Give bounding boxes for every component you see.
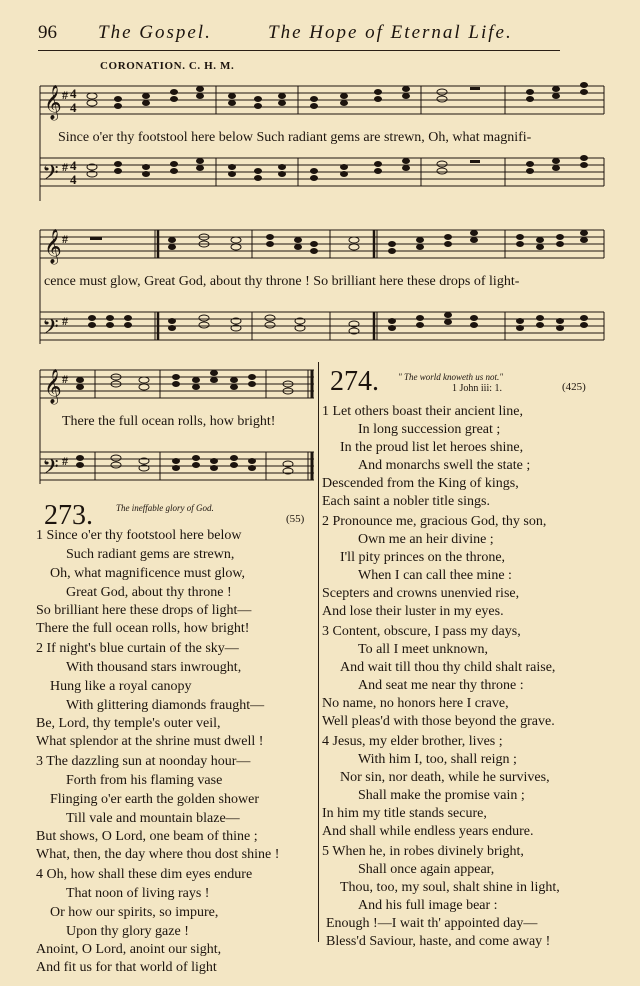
verse-line: With glittering diamonds fraught— [66, 698, 265, 713]
hymn-number: 273. [44, 500, 93, 531]
verse-line: And lose their luster in my eyes. [322, 604, 504, 619]
verse-line: Thou, too, my soul, shalt shine in light, [340, 880, 560, 895]
verse-line: 3 Content, obscure, I pass my days, [322, 624, 521, 639]
svg-text:𝄞: 𝄞 [44, 230, 62, 263]
verse-line: Anoint, O Lord, anoint our sight, [36, 942, 222, 957]
verse-line: Upon thy glory gaze ! [66, 924, 189, 939]
verse-line: 5 When he, in robes divinely bright, [322, 844, 524, 859]
verse-line: And seat me near thy throne : [358, 678, 524, 693]
verse-line: Own me an heir divine ; [358, 532, 494, 547]
verse-line: But shows, O Lord, one beam of thine ; [36, 829, 258, 844]
scripture-reference: 1 John iii: 1. [452, 383, 503, 394]
verse-line: 3 The dazzling sun at noonday hour— [36, 754, 251, 769]
verse-line: In long succession great ; [358, 422, 501, 437]
verse-line: I'll pity princes on the throne, [340, 550, 506, 565]
verse-line: Such radiant gems are strewn, [66, 547, 235, 562]
verse-line: Well pleas'd with those beyond the grave. [322, 714, 555, 729]
svg-text:#: # [62, 454, 68, 468]
running-header [38, 22, 558, 46]
svg-text:#: # [62, 88, 68, 102]
hymn-meter: (55) [286, 513, 305, 525]
verse-line: When I can call thee mine : [358, 568, 512, 583]
verse-line: 4 Oh, how shall these dim eyes endure [36, 867, 253, 882]
hymn-number: 274. [330, 366, 379, 397]
verse-line: 2 Pronounce me, gracious God, thy son, [322, 514, 547, 529]
music-system-3 [0, 362, 320, 492]
verse-line: What, then, the day where thou dost shine ! [36, 847, 280, 862]
svg-text:#: # [62, 372, 68, 386]
tune-name: CORONATION. C. H. M. [100, 60, 235, 72]
verse-line: Oh, what magnificence must glow, [50, 566, 246, 581]
verse-line: So brilliant here these drops of light— [36, 603, 252, 618]
verse-line: Great God, about thy throne ! [66, 585, 232, 600]
svg-text:𝄞: 𝄞 [44, 86, 62, 119]
lyric-line-2: cence must glow, Great God, about thy throne ! So brilliant here these drops of light- [44, 274, 520, 289]
verse-line: Forth from his flaming vase [66, 773, 223, 788]
verse-line: 4 Jesus, my elder brother, lives ; [322, 734, 503, 749]
verse-line: Descended from the King of kings, [322, 476, 519, 491]
running-title-right: The Hope of Eternal Life. [268, 22, 513, 43]
svg-text:4: 4 [70, 158, 77, 173]
hymn-meter: (425) [562, 381, 586, 393]
verse-line: Each saint a nobler title sings. [322, 494, 490, 509]
verse-line: Nor sin, nor death, while he survives, [340, 770, 550, 785]
svg-text:𝄢: 𝄢 [42, 315, 59, 344]
verse-line: 2 If night's blue curtain of the sky— [36, 641, 239, 656]
verse-line: In him my title stands secure, [322, 806, 487, 821]
verse-line: Or how our spirits, so impure, [50, 905, 219, 920]
svg-text:#: # [62, 314, 68, 328]
svg-text:4: 4 [70, 86, 77, 101]
verse-line: And his full image bear : [358, 898, 498, 913]
svg-text:𝄢: 𝄢 [42, 161, 59, 190]
verse-line: Bless'd Saviour, haste, and come away ! [326, 934, 551, 949]
svg-text:4: 4 [70, 172, 77, 187]
verse-line: With him I, too, shall reign ; [358, 752, 517, 767]
music-system-1 [0, 76, 620, 206]
verse-line: In the proud list let heroes shine, [340, 440, 524, 455]
verse-line: And monarchs swell the state ; [358, 458, 531, 473]
svg-text:#: # [62, 160, 68, 174]
verse-line: To all I meet unknown, [358, 642, 489, 657]
svg-text:𝄢: 𝄢 [42, 455, 59, 484]
header-rule [38, 50, 560, 51]
verse-line: What splendor at the shrine must dwell ! [36, 734, 264, 749]
verse-line: Be, Lord, thy temple's outer veil, [36, 716, 221, 731]
verse-line: Flinging o'er earth the golden shower [50, 792, 259, 807]
svg-text:#: # [62, 232, 68, 246]
verse-line: Enough !—I wait th' appointed day— [326, 916, 538, 931]
verse-line: And wait till thou thy child shalt raise, [340, 660, 556, 675]
column-divider [318, 362, 319, 942]
verse-line: Shall once again appear, [358, 862, 495, 877]
verse-line: Scepters and crowns unenvied rise, [322, 586, 520, 601]
verse-line: And fit us for that world of light [36, 960, 217, 975]
page-number: 96 [38, 22, 57, 43]
verse-line: Till vale and mountain blaze— [66, 811, 240, 826]
hymn-subtitle: The ineffable glory of God. [116, 503, 214, 513]
verse-line: 1 Since o'er thy footstool here below [36, 528, 242, 543]
svg-text:𝄞: 𝄞 [44, 370, 62, 403]
verse-line: Hung like a royal canopy [50, 679, 192, 694]
verse-line: 1 Let others boast their ancient line, [322, 404, 523, 419]
svg-text:4: 4 [70, 100, 77, 115]
verse-line: Shall make the promise vain ; [358, 788, 525, 803]
verse-line: No name, no honors here I crave, [322, 696, 509, 711]
lyric-line-3: There the full ocean rolls, how bright! [62, 414, 276, 429]
running-title-left: The Gospel. [98, 22, 212, 43]
verse-line: With thousand stars inwrought, [66, 660, 242, 675]
verse-line: And shall while endless years endure. [322, 824, 534, 839]
hymn-subtitle: " The world knoweth us not." [398, 372, 504, 382]
lyric-line-1: Since o'er thy footstool here below Such radiant gems are strewn, Oh, what magnifi- [58, 130, 532, 145]
verse-line: There the full ocean rolls, how bright! [36, 621, 250, 636]
verse-line: That noon of living rays ! [66, 886, 210, 901]
music-system-2 [0, 222, 620, 352]
